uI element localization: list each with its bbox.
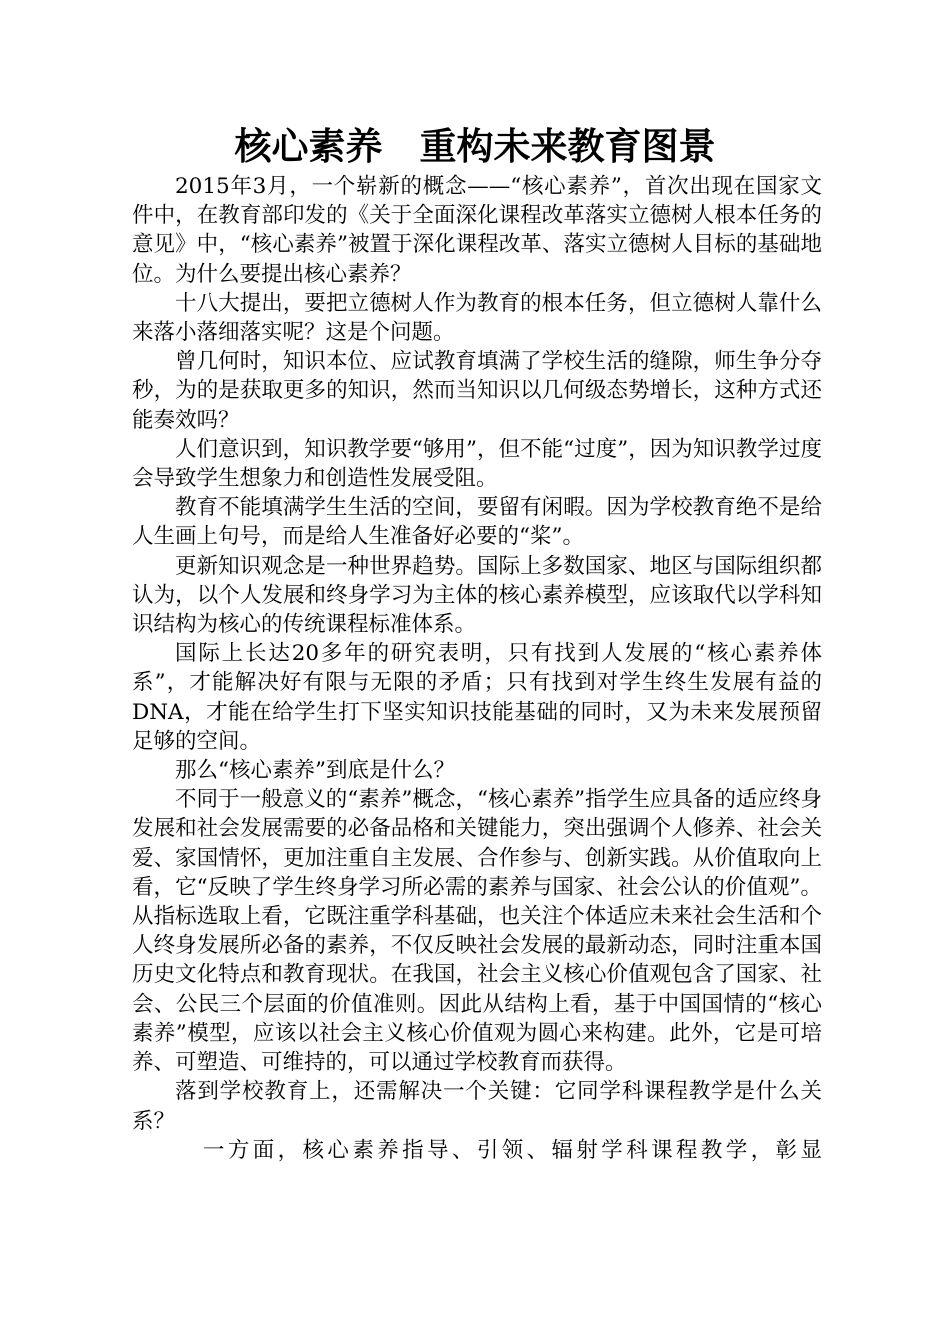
paragraph-6: 更新知识观念是一种世界趋势。国际上多数国家、地区与国际组织都认为，以个人发展和终身学习为主体的核心素养模型，应该取代以学科知识结构为核心的传统课程标准体系。 — [132, 553, 822, 638]
paragraph-3: 曾几何时，知识本位、应试教育填满了学校生活的缝隙，师生争分夺秒，为的是获取更多的知识，然而当知识以几何级态势增长，这种方式还能奏效吗？ — [132, 349, 822, 433]
paragraph-1: 2015年3月，一个崭新的概念——“核心素养”，首次出现在国家文件中，在教育部印发的《关于全面深化课程改革落实立德树人根本任务的意见》中，“核心素养”被置于深化课程改革、落实立德树人目标的基础地位。为什么要提出核心素养？ — [132, 174, 822, 287]
document-title: 核心素养 重构未来教育图景 — [234, 125, 716, 168]
paragraph-4: 人们意识到，知识教学要“够用”，但不能“过度”，因为知识教学过度会导致学生想象力和创造性发展受阻。 — [132, 436, 822, 492]
paragraph-9: 不同于一般意义的“素养”概念，“核心素养”指学生应具备的适应终身发展和社会发展需要的必备品格和关键能力，突出强调个人修养、社会关爱、家国情怀，更加注重自主发展、合作参与、创新实践。从价值取向上看，它“反映了学生终身学习所必需的素养与国家、社会公认的价值观”。从指标选取上看，它既注重学科基础，也关注个体适应未来社会生活和个人终身发展所必备的素养，不仅反映社会发展的最新动态，同时注重本国历史文化特点和教育现状。在我国，社会主义核心价值观包含了国家、社会、公民三个层面的价值准则。因此从结构上看，基于中国国情的“核心素养”模型，应该以社会主义核心价值观为圆心来构建。此外，它是可培养、可塑造、可维持的，可以通过学校教育而获得。 — [132, 787, 822, 1076]
paragraph-5: 教育不能填满学生生活的空间，要留有闲暇。因为学校教育绝不是给人生画上句号，而是给人生准备好必要的“桨”。 — [132, 495, 822, 550]
paragraph-10: 落到学校教育上，还需解决一个关键：它同学科课程教学是什么关系？ — [132, 1079, 822, 1134]
paragraph-8: 那么“核心素养”到底是什么？ — [175, 758, 455, 784]
paragraph-2: 十八大提出，要把立德树人作为教育的根本任务，但立德树人靠什么来落小落细落实呢？这是个问题。 — [132, 290, 822, 346]
document-body — [132, 172, 822, 1165]
paragraph-7: 国际上长达20多年的研究表明，只有找到人发展的“核心素养体系”，才能解决好有限与无限的矛盾；只有找到对学生终生发展有益的DNA，才能在给学生打下坚实知识技能基础的同时，又为未来发展预留足够的空间。 — [132, 641, 822, 754]
paragraph-11: 一方面，核心素养指导、引领、辐射学科课程教学，彰显 — [202, 1137, 822, 1163]
